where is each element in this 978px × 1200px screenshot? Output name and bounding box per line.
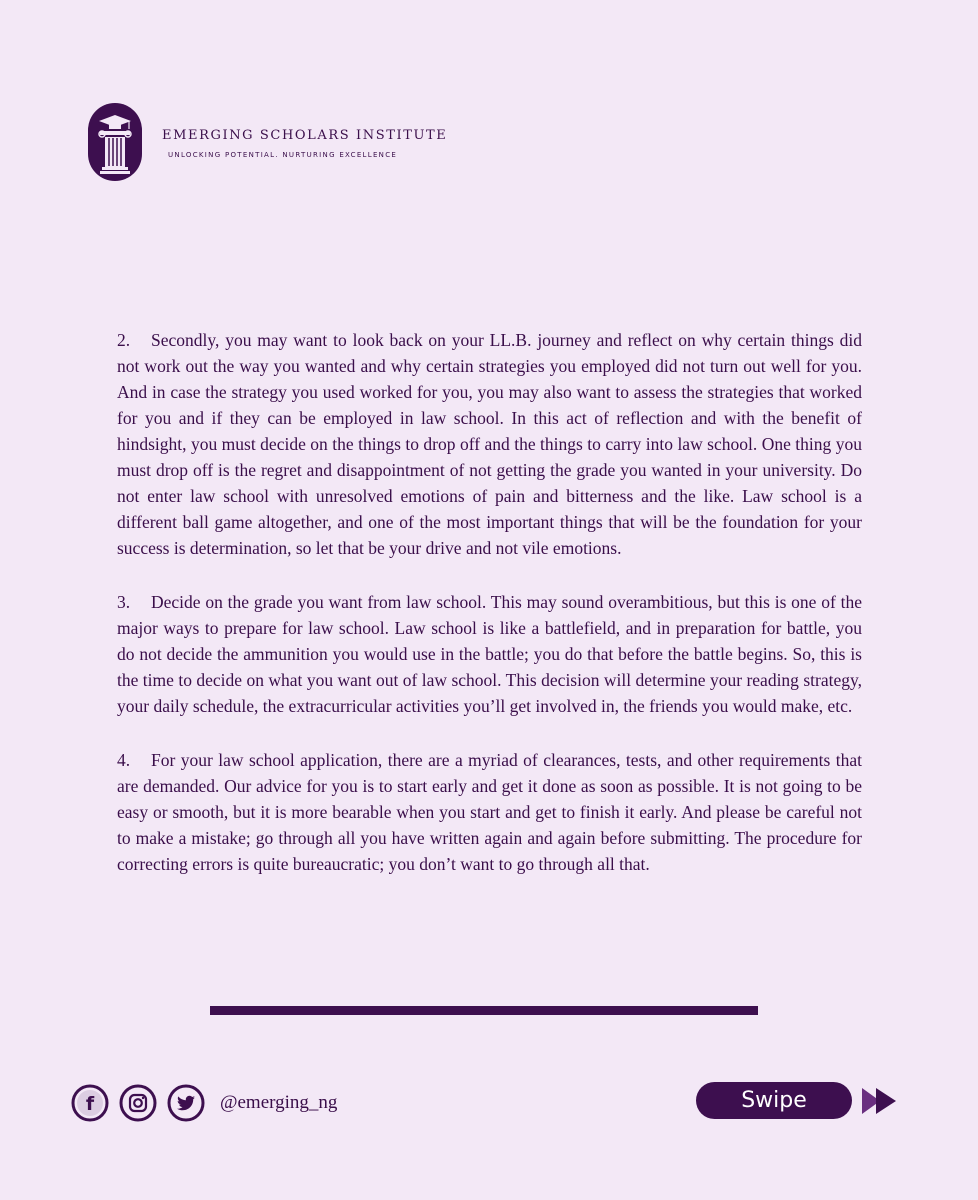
pillar-logo-icon xyxy=(88,103,142,181)
paragraph-point-3 xyxy=(117,589,862,719)
point-number: 2. xyxy=(117,330,131,350)
point-text: Secondly, you may want to look back on your LL.B. journey and reflect on why certain things did not work out the way you wanted and why certain strategies you employed did not turn out well for you. And in case the strategy you used worked for you, you may also want to assess the strategies that worked for you and if they can be employed in law school. In this act of reflection and with the benefit of hindsight, you must decide on the things to drop off and the things to carry into law school. One thing you must drop off is the regret and disappointment of not getting the grade you wanted in your university. Do not enter law school with unresolved emotions of pain and bitterness and the like. Law school is a different ball game altogether, and one of the most important things that will be the foundation for your success is determination, so let that be your drive and not vile emotions. xyxy=(117,330,862,558)
swipe-arrow-icon[interactable] xyxy=(860,1086,898,1116)
institute-logo xyxy=(88,103,142,181)
paragraph-point-2 xyxy=(117,327,862,561)
point-text: Decide on the grade you want from law school. This may sound overambitious, but this is one of the major ways to prepare for law school. Law school is like a battlefield, and in preparation for battle, you do not decide the ammunition you would use in the battle; you do that before the battle begins. So, this is the time to decide on what you want out of law school. This decision will determine your reading strategy, your daily schedule, the extracurricular activities you’ll get involved in, the friends you would make, etc. xyxy=(117,592,862,716)
svg-text:f: f xyxy=(85,1093,95,1115)
organization-tagline: UNLOCKING POTENTIAL. NURTURING EXCELLENCE xyxy=(168,151,398,159)
paragraph-point-4 xyxy=(117,747,862,877)
organization-name: EMERGING SCHOLARS INSTITUTE xyxy=(162,128,448,143)
point-text: For your law school application, there are a myriad of clearances, tests, and other requirements that are demanded. Our advice for you is to start early and get it done as soon as possible. It is not going to be easy or smooth, but it is more bearable when you start and get to finish it early. And please be careful not to make a mistake; go through all you have written again and again before submitting. The procedure for correcting errors is quite bureaucratic; you don’t want to go through all that. xyxy=(117,750,862,874)
swipe-button[interactable]: Swipe xyxy=(696,1082,852,1119)
instagram-icon[interactable] xyxy=(118,1083,158,1123)
social-handle[interactable]: @emerging_ng xyxy=(220,1092,338,1113)
facebook-icon[interactable] xyxy=(70,1083,110,1123)
point-number: 4. xyxy=(117,750,131,770)
article-body xyxy=(117,327,862,905)
social-links xyxy=(70,1081,337,1125)
point-number: 3. xyxy=(117,592,131,612)
section-divider xyxy=(210,1006,758,1015)
twitter-icon[interactable] xyxy=(166,1083,206,1123)
